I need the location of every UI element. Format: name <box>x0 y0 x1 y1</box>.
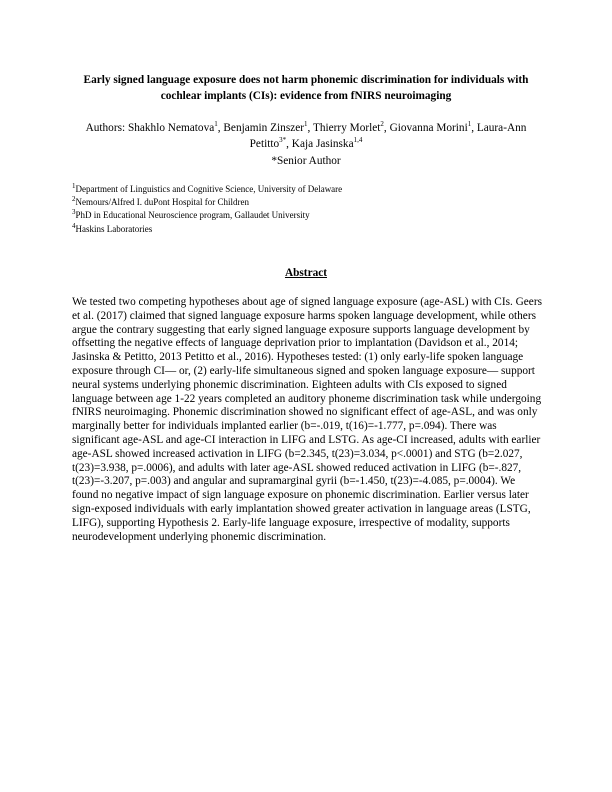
affil-marker: 2 <box>72 195 76 204</box>
abstract-heading: Abstract <box>284 267 328 279</box>
affiliations <box>72 183 532 236</box>
author-affil-marker: 3* <box>279 136 287 145</box>
author-affil-marker: 1,4 <box>353 136 363 145</box>
affil-text: Nemours/Alfred I. duPont Hospital for Children <box>75 197 249 208</box>
affil-text: Haskins Laboratories <box>75 223 153 234</box>
author-affil-marker: 2 <box>380 120 384 129</box>
affil-marker: 3 <box>72 208 76 217</box>
affil-marker: 4 <box>72 221 76 230</box>
author-name: Kaja Jasinska <box>291 138 354 151</box>
affil-text: PhD in Educational Neuroscience program, Gallaudet University <box>75 210 310 221</box>
author-affil-marker: 1 <box>304 120 308 129</box>
affil-marker: 1 <box>72 182 76 190</box>
abstract-body: We tested two competing hypotheses about age of signed language exposure (age-ASL) with CIs. Geers et al. (2017) claimed that signed language exposure harms spoken language development, while others argue the contrary suggesting that early signed language exposure supports language development by offsetting the negative effects of language deprivation prior to implantation (Davidson et al., 2014; Jasinska & Petitto, 2013 Petitto et al., 2016). Hypotheses tested: (1) only early-life spoken language exposure through CI— or, (2) early-life simultaneous signed and spoken language exposure— support neural systems underlying phonemic discrimination. Eighteen adults with CIs exposed to signed language between age 1-22 years completed an auditory phoneme discrimination task while undergoing fNIRS neuroimaging. Phonemic discrimination showed no significant effect of age-ASL, and was only marginally better for individuals implanted earlier (b=-.019, t(16)=-1.777, p=.094). There was significant age-ASL and age-CI interaction in LIFG and LSTG. As age-CI increased, adults with earlier age-ASL showed increased activation in LIFG (b=2.345, t(23)=3.034, p<.0001) and STG (b=2.027, t(23)=3.938, p=.0006), and adults with later age-ASL showed reduced activation in LIFG (b=-.827, t(23)=-3.207, p=.003) and angular and supramarginal gyrii (b=-1.450, t(23)=-4.085, p=.0004). We found no negative impact of sign language exposure on phonemic discrimination. Earlier versus later sign-exposed individuals with early implantation showed greater activation in language areas (LSTG, LIFG), supporting Hypothesis 2. Early-life language exposure, irrespective of modality, supports neurodevelopment underlying phonemic discrimination. <box>72 296 542 543</box>
paper-title: Early signed language exposure does not harm phonemic discrimination for individuals with cochlear implants (CIs): evidence from fNIRS neuroimaging <box>83 74 529 102</box>
author-name: Thierry Morlet <box>312 122 381 134</box>
author-affil-marker: 1 <box>467 120 472 129</box>
author-name: Giovanna Morini <box>389 122 468 134</box>
affil-text: Department of Linguistics and Cognitive Science, University of Delaware <box>75 184 343 194</box>
author-list: Authors: Shakhlo Nematova$^1$, Benjamin Zinszer$^1$, Thierry Morlet$^2$, Giovanna Morini$^1$, Laura-Ann Petitto$^{3*}$, Kaja Jasinska$^{1,4}$ *Senior Author <box>70 120 542 169</box>
affiliation-item <box>72 196 532 209</box>
author-affil-marker: 1 <box>214 120 218 129</box>
affiliation-item <box>72 183 532 196</box>
author-name: Shakhlo Nematova <box>127 122 215 134</box>
senior-author-note: *Senior Author <box>271 154 341 167</box>
affiliation-item <box>72 209 532 222</box>
authors-label: Authors: <box>85 122 126 134</box>
author-name: Benjamin Zinszer <box>223 122 305 134</box>
affiliation-item <box>72 223 532 236</box>
author-name: Laura-Ann Petitto <box>249 122 527 151</box>
